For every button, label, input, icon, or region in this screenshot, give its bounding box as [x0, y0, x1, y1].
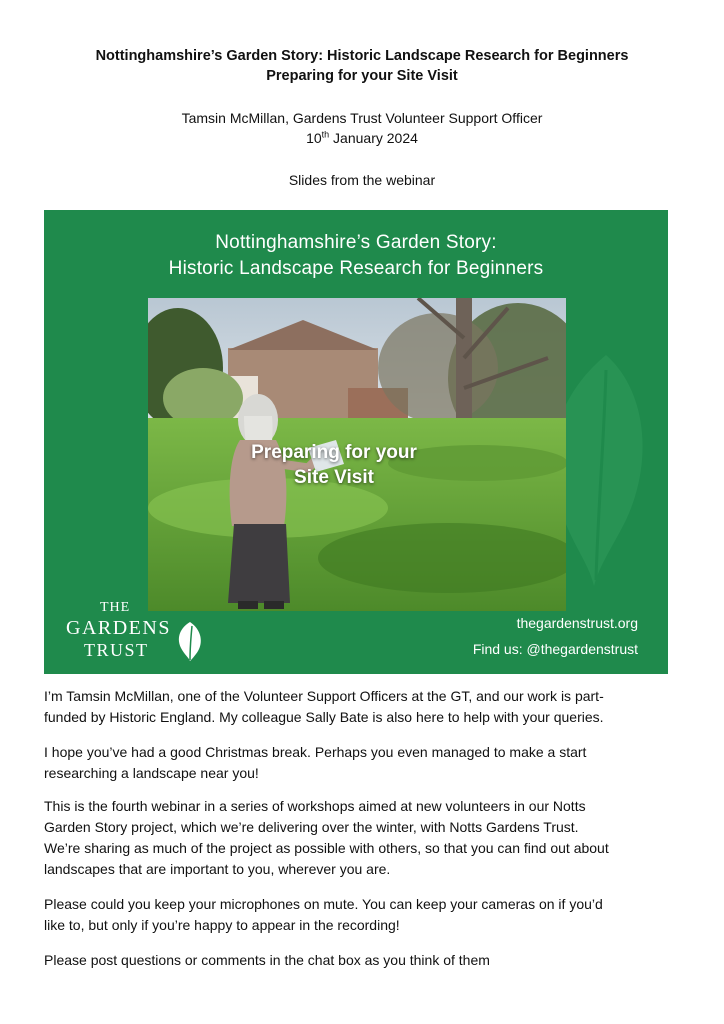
slide-title-line-2: Historic Landscape Research for Beginners [168, 258, 544, 279]
logo-line-3: TRUST [84, 640, 149, 660]
author-line: Tamsin McMillan, Gardens Trust Volunteer Support Officer [181, 110, 543, 126]
photo-caption-line-1: Preparing for your [251, 442, 417, 463]
logo-leaf-icon [174, 620, 206, 662]
paragraph-line: landscapes that are important to you, wherever you are. [44, 861, 391, 877]
slide-title-line-1: Nottinghamshire’s Garden Story: [215, 232, 497, 253]
paragraph-christmas [44, 742, 684, 784]
paragraph-line: Please post questions or comments in the chat box as you think of them [44, 952, 490, 968]
paragraph-microphones [44, 894, 684, 936]
photo-caption [204, 440, 464, 490]
paragraph-line: We’re sharing as much of the project as possible with others, so that you can find out about [44, 840, 609, 856]
paragraph-line: researching a landscape near you! [44, 765, 259, 781]
logo-line-2: GARDENS [66, 617, 171, 639]
paragraph-line: funded by Historic England. My colleague Sally Bate is also here to help with your queries. [44, 709, 604, 725]
date-line [0, 128, 724, 148]
date-day: 10 [306, 130, 322, 146]
slides-note: Slides from the webinar [288, 172, 436, 188]
paragraph-line: Please could you keep your microphones on mute. You can keep your cameras on if you’d [44, 896, 603, 912]
photo-caption-line-2: Site Visit [294, 467, 374, 488]
paragraph-questions [44, 950, 684, 971]
document-title [0, 46, 724, 86]
webinar-title-slide [44, 210, 668, 674]
slide-social-handle: Find us: @thegardenstrust [472, 641, 638, 657]
paragraph-series [44, 796, 684, 880]
logo-line-1: THE [100, 600, 131, 615]
paragraph-line: Garden Story project, which we’re delivering over the winter, with Notts Gardens Trust. [44, 819, 579, 835]
document-title-line-1: Nottinghamshire’s Garden Story: Historic Landscape Research for Beginners [95, 48, 629, 64]
gardens-trust-logo [62, 600, 212, 662]
document-title-line-2: Preparing for your Site Visit [266, 68, 458, 84]
date-rest: January 2024 [329, 130, 418, 146]
date-suffix: th [321, 129, 330, 140]
paragraph-line: I hope you’ve had a good Christmas break. Perhaps you even managed to make a start [44, 744, 587, 760]
paragraph-line: I’m Tamsin McMillan, one of the Volunteer Support Officers at the GT, and our work is part- [44, 688, 604, 704]
paragraph-line: like to, but only if you’re happy to appear in the recording! [44, 917, 400, 933]
paragraph-introduction [44, 686, 684, 728]
paragraph-line: This is the fourth webinar in a series of workshops aimed at new volunteers in our Notts [44, 798, 586, 814]
slide-website: thegardenstrust.org [516, 615, 638, 631]
slide-title [44, 230, 668, 282]
